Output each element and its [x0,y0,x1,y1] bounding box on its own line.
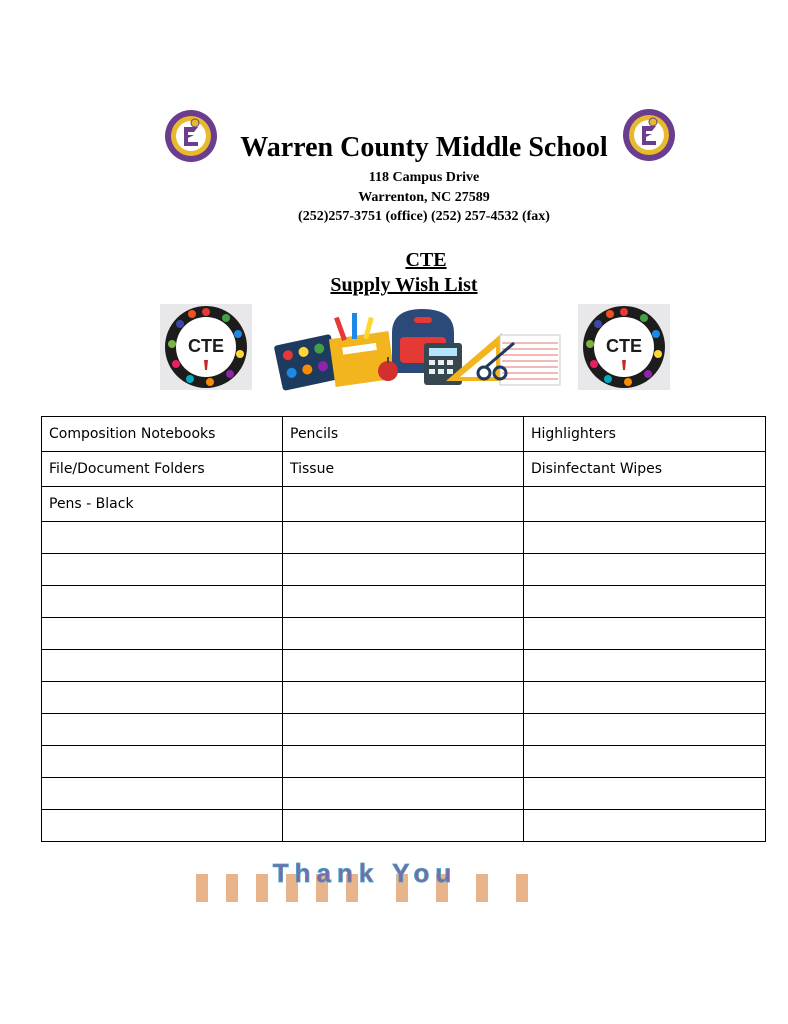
table-cell [283,810,524,842]
table-row [42,618,766,650]
table-cell: Tissue [283,452,524,487]
cte-badge-label: CTE [606,336,642,356]
table-row [42,487,766,522]
table-row [42,714,766,746]
cte-badge-left [160,304,252,390]
table-cell [524,487,766,522]
thank-you-text: Thank You [272,858,458,888]
table-cell [42,714,283,746]
table-cell [283,746,524,778]
table-cell [283,714,524,746]
table-cell: Pens - Black [42,487,283,522]
address-line-1: 118 Campus Drive [368,170,480,185]
supply-wish-list-table [41,416,766,842]
cte-badge-label: CTE [188,336,224,356]
table-cell [524,778,766,810]
table-cell [42,810,283,842]
table-row [42,554,766,586]
table-cell [524,746,766,778]
table-cell: File/Document Folders [42,452,283,487]
table-cell [524,650,766,682]
heading-cte: CTE [405,249,447,271]
thank-you-hands-image [182,858,548,902]
school-supplies-illustration [274,303,564,393]
table-cell [283,522,524,554]
table-cell [283,618,524,650]
address-line-2: Warrenton, NC 27589 [358,190,490,205]
table-cell [283,554,524,586]
table-cell: Disinfectant Wipes [524,452,766,487]
table-cell [42,778,283,810]
table-cell [524,522,766,554]
table-cell [42,522,283,554]
table-row [42,417,766,452]
table-row [42,452,766,487]
table-cell [524,810,766,842]
table-cell: Composition Notebooks [42,417,283,452]
table-row [42,778,766,810]
table-row [42,586,766,618]
table-cell [524,586,766,618]
heading-supply-wish-list: Supply Wish List [330,274,478,296]
table-cell [283,487,524,522]
table-row [42,650,766,682]
table-cell [42,746,283,778]
table-cell: Highlighters [524,417,766,452]
table-row [42,810,766,842]
table-row [42,522,766,554]
table-cell [283,682,524,714]
table-cell: Pencils [283,417,524,452]
phone-fax-line: (252)257-3751 (office) (252) 257-4532 (fax) [298,209,550,224]
table-cell [524,554,766,586]
table-cell [42,586,283,618]
table-cell [524,682,766,714]
table-row [42,746,766,778]
table-cell [42,682,283,714]
table-cell [283,586,524,618]
table-cell [42,554,283,586]
table-cell [283,650,524,682]
cte-badge-right [578,304,670,390]
table-cell [524,618,766,650]
table-cell [42,618,283,650]
school-name: Warren County Middle School [240,132,608,163]
table-cell [283,778,524,810]
table-cell [524,714,766,746]
table-row [42,682,766,714]
table-cell [42,650,283,682]
